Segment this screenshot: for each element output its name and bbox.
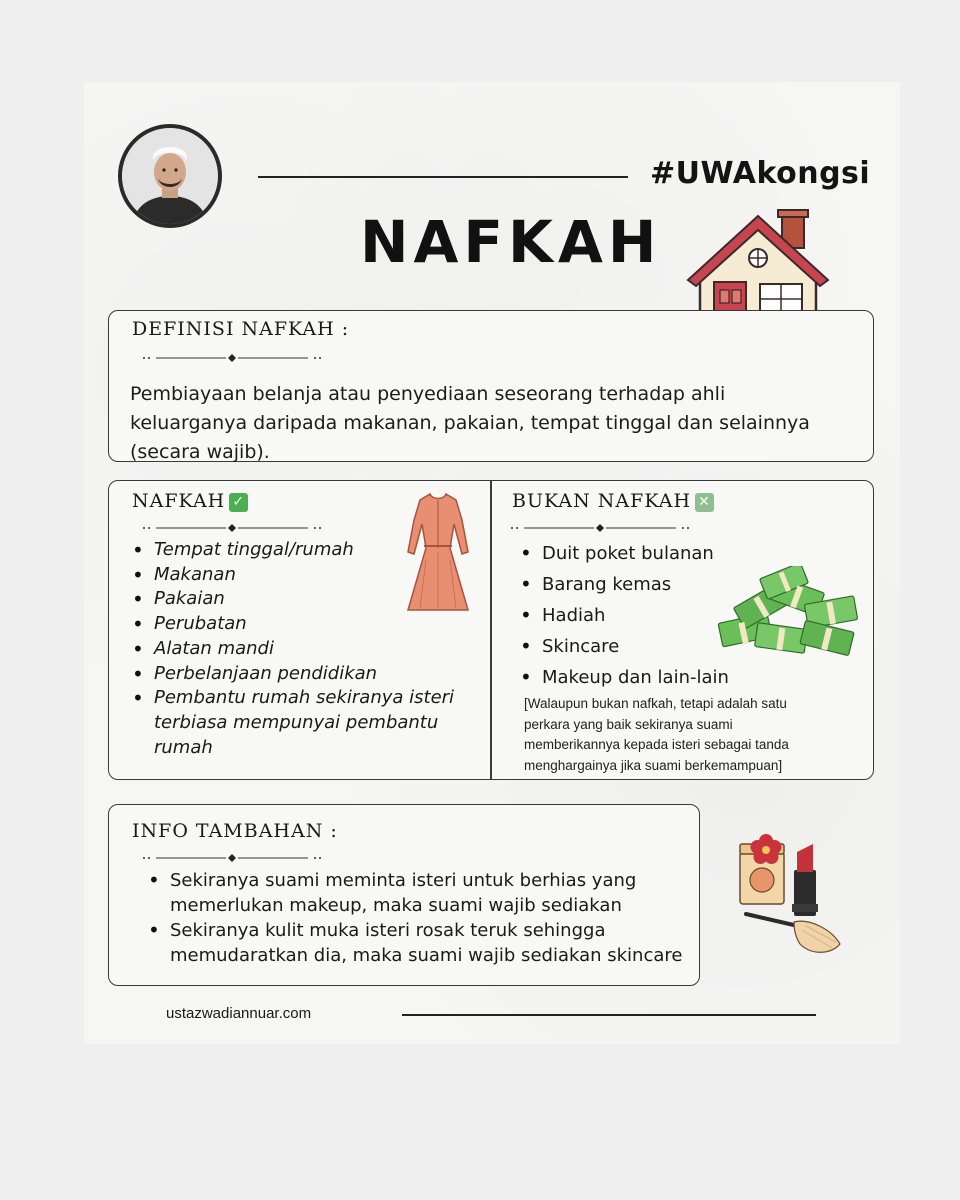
list-item: • Makeup dan lain-lain xyxy=(518,662,748,693)
ornament-divider xyxy=(142,852,322,864)
info-list xyxy=(146,868,686,968)
list-item: • Duit poket bulanan xyxy=(518,538,748,569)
definition-text: Pembiayaan belanja atau penyediaan seseorang terhadap ahli keluarganya daripada makanan, pakaian, tempat tinggal dan selainnya (secara wajib). xyxy=(130,383,810,463)
bukan-nafkah-list xyxy=(518,538,748,693)
list-item: • Barang kemas xyxy=(518,569,748,600)
money-stack-icon xyxy=(716,566,866,662)
ornament-divider xyxy=(142,522,322,534)
makeup-icon xyxy=(736,826,846,958)
list-item: • Makanan xyxy=(130,563,460,588)
person-portrait-icon xyxy=(122,128,218,224)
author-avatar xyxy=(118,124,222,228)
list-item: • Alatan mandi xyxy=(130,637,460,662)
list-item: • Pembantu rumah sekiranya isteri terbiasa mempunyai pembantu rumah xyxy=(130,686,460,760)
list-item: • Pakaian xyxy=(130,587,460,612)
page-title: NAFKAH xyxy=(360,208,662,276)
list-item: • Tempat tinggal/rumah xyxy=(130,538,460,563)
hashtag-label: #UWAkongsi xyxy=(650,156,871,191)
list-item: • Hadiah xyxy=(518,600,748,631)
list-item: • Sekiranya suami meminta isteri untuk berhias yang memerlukan makeup, maka suami wajib sediakan xyxy=(146,868,686,918)
dress-icon xyxy=(402,490,474,616)
ornament-divider xyxy=(142,352,322,364)
nafkah-heading-row xyxy=(132,490,248,512)
cross-box-icon: ✕ xyxy=(695,493,714,512)
list-item: • Perubatan xyxy=(130,612,460,637)
comparison-column-divider xyxy=(490,481,492,779)
bukan-nafkah-heading-row xyxy=(512,490,714,512)
ornament-divider xyxy=(510,522,690,534)
info-heading: INFO TAMBAHAN : xyxy=(132,820,338,842)
list-item: • Skincare xyxy=(518,631,748,662)
footer-rule xyxy=(402,1014,816,1016)
list-item: • Sekiranya kulit muka isteri rosak teruk sehingga memudaratkan dia, maka suami wajib sediakan skincare xyxy=(146,918,686,968)
check-box-icon: ✓ xyxy=(229,493,248,512)
bukan-nafkah-heading: BUKAN NAFKAH xyxy=(512,490,692,512)
list-item: • Perbelanjaan pendidikan xyxy=(130,662,460,687)
nafkah-heading: NAFKAH xyxy=(132,490,226,512)
bukan-nafkah-note: [Walaupun bukan nafkah, tetapi adalah satu perkara yang baik sekiranya suami memberikannya kepada isteri sebagai tanda menghargainya jika suami berkemampuan] xyxy=(524,696,789,773)
definition-heading: DEFINISI NAFKAH : xyxy=(132,318,350,340)
header-rule xyxy=(258,176,628,178)
website-link[interactable]: ustazwadiannuar.com xyxy=(166,1005,312,1022)
